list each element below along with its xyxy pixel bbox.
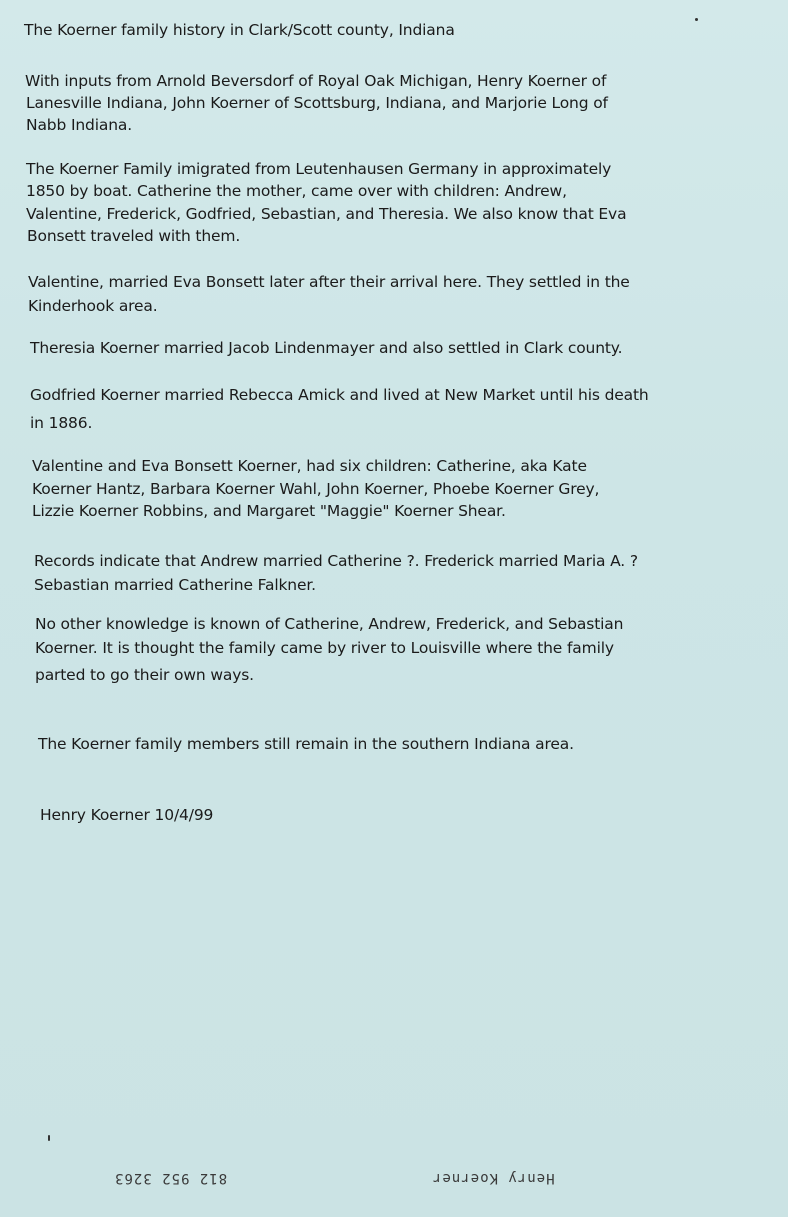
paragraph-line: parted to go their own ways. <box>35 666 254 684</box>
paragraph-line: Lizzie Koerner Robbins, and Margaret "Maggie" Koerner Shear. <box>32 502 506 520</box>
paragraph-line: No other knowledge is known of Catherine, Andrew, Frederick, and Sebastian <box>35 615 624 633</box>
paragraph-line: 1850 by boat. Catherine the mother, came over with children: Andrew, <box>26 182 567 200</box>
footer-phone: 812 952 3263 <box>114 1170 228 1186</box>
paragraph-line: Kinderhook area. <box>28 297 158 315</box>
footer-name: Henry Koerner <box>432 1170 555 1186</box>
paragraph-line: Sebastian married Catherine Falkner. <box>34 576 316 594</box>
paragraph-line: Valentine and Eva Bonsett Koerner, had six children: Catherine, aka Kate <box>32 457 587 475</box>
paragraph-line: With inputs from Arnold Beversdorf of Royal Oak Michigan, Henry Koerner of <box>25 72 607 90</box>
paper-speck <box>48 1135 50 1141</box>
paragraph-line: Koerner Hantz, Barbara Koerner Wahl, John Koerner, Phoebe Koerner Grey, <box>32 480 600 498</box>
paragraph-line: Bonsett traveled with them. <box>27 227 241 245</box>
paragraph-line: The Koerner Family imigrated from Leutenhausen Germany in approximately <box>26 160 612 178</box>
paper-speck <box>695 18 698 21</box>
paragraph-line: in 1886. <box>30 414 93 432</box>
paragraph-line: Godfried Koerner married Rebecca Amick and lived at New Market until his death <box>30 386 649 404</box>
paragraph-line: Theresia Koerner married Jacob Lindenmayer and also settled in Clark county. <box>30 339 623 357</box>
paragraph-line: Records indicate that Andrew married Catherine ?. Frederick married Maria A. ? <box>34 552 638 570</box>
paragraph-line: Koerner. It is thought the family came by river to Louisville where the family <box>35 639 614 657</box>
paragraph-line: Valentine, married Eva Bonsett later after their arrival here. They settled in the <box>28 273 630 291</box>
signature: Henry Koerner 10/4/99 <box>40 806 214 824</box>
document-title: The Koerner family history in Clark/Scott county, Indiana <box>24 21 455 39</box>
paragraph-line: The Koerner family members still remain in the southern Indiana area. <box>38 735 574 753</box>
paragraph-line: Nabb Indiana. <box>26 116 133 134</box>
paragraph-line: Lanesville Indiana, John Koerner of Scottsburg, Indiana, and Marjorie Long of <box>26 94 608 112</box>
paragraph-line: Valentine, Frederick, Godfried, Sebastian, and Theresia. We also know that Eva <box>26 205 627 223</box>
